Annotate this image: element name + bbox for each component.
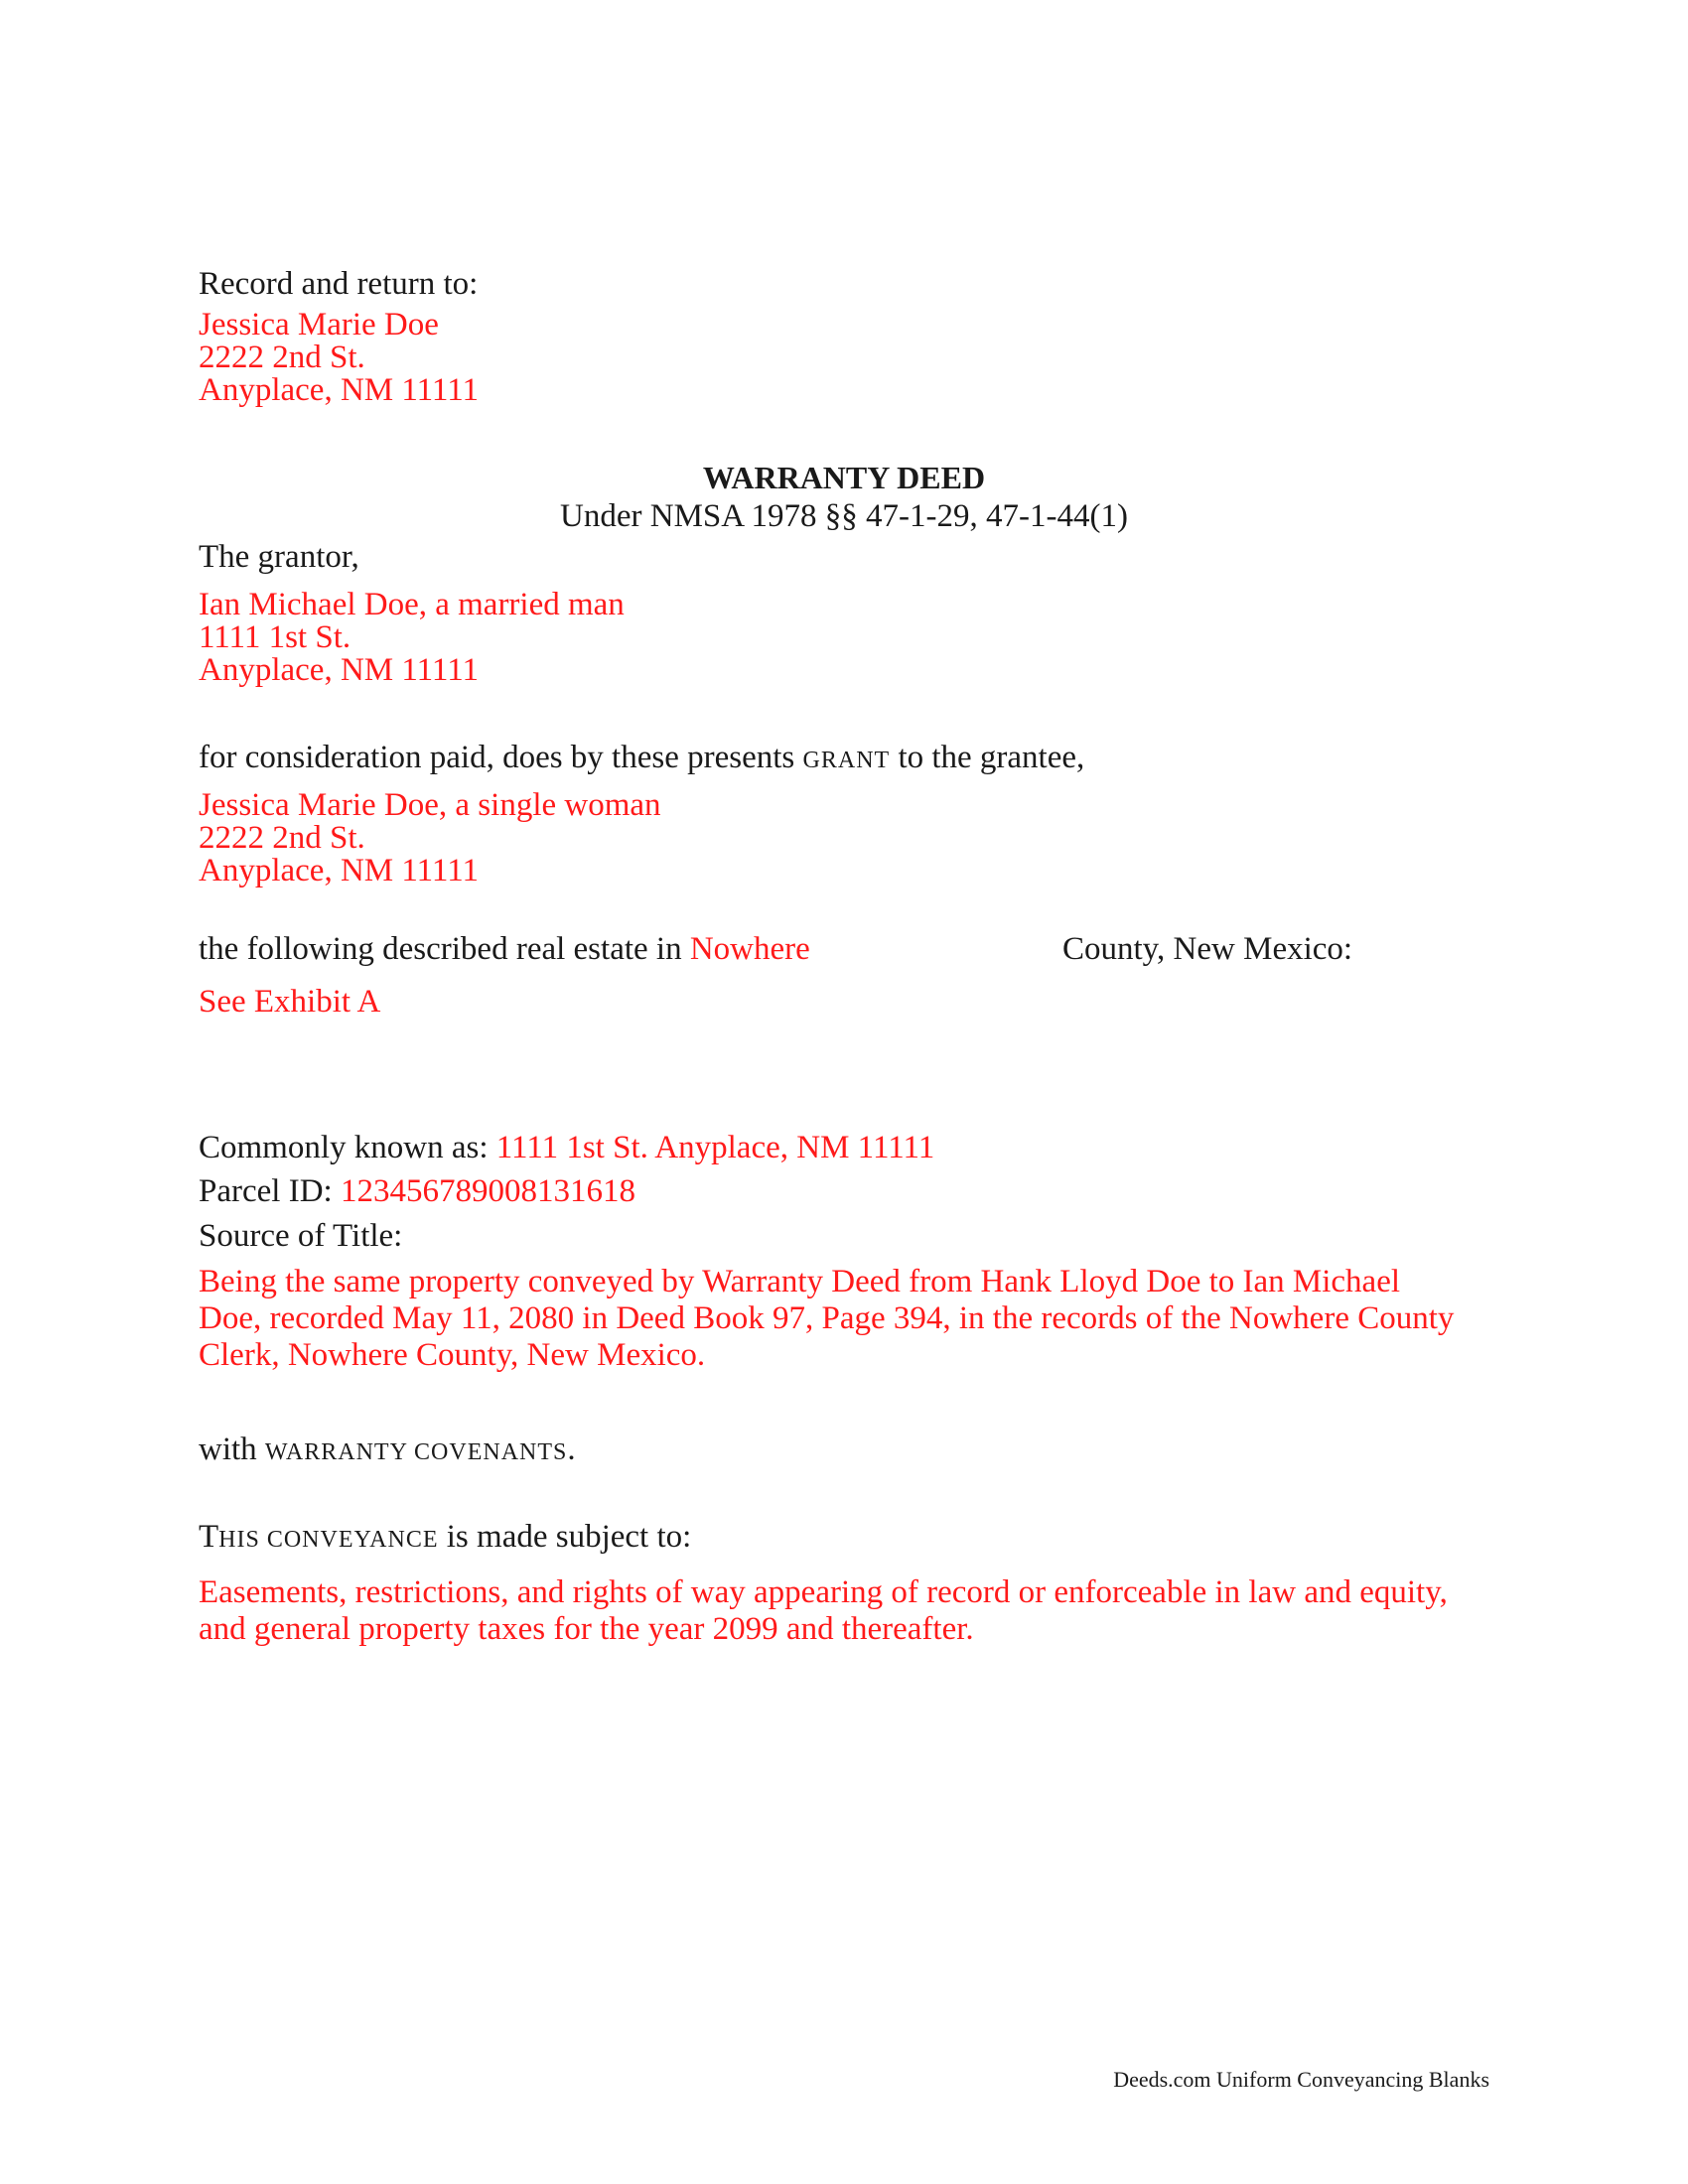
grantor-label: The grantor,: [199, 539, 359, 575]
parcel-id-value: 123456789008131618: [340, 1173, 635, 1209]
consideration-after: to the grantee,: [898, 740, 1085, 775]
subject-line-2: and general property taxes for the year 2099 and thereafter.: [199, 1611, 974, 1647]
source-line-3: Clerk, Nowhere County, New Mexico.: [199, 1337, 706, 1373]
consideration-clause: [199, 739, 1084, 779]
return-label: Record and return to:: [199, 266, 479, 302]
subject-this-sc: HIS CONVEYANCE: [218, 1527, 439, 1553]
commonly-known-value: 1111 1st St. Anyplace, NM 11111: [495, 1130, 935, 1165]
return-city: Anyplace, NM 11111: [199, 372, 479, 408]
covenants-text: WARRANTY COVENANTS: [264, 1439, 568, 1465]
county-suffix: County, New Mexico:: [1062, 931, 1353, 967]
commonly-known-line: [199, 1129, 934, 1166]
parcel-id-line: [199, 1172, 635, 1210]
deed-subtitle: Under NMSA 1978 §§ 47-1-29, 47-1-44(1): [560, 498, 1128, 534]
real-estate-prefix: the following described real estate in: [199, 931, 682, 967]
source-line-1: Being the same property conveyed by Warranty Deed from Hank Lloyd Doe to Ian Michael: [199, 1264, 1401, 1299]
grantee-name: Jessica Marie Doe, a single woman: [199, 787, 661, 823]
grant-word: GRANT: [802, 748, 891, 773]
covenants-end: .: [567, 1432, 576, 1467]
covenants-with: with: [199, 1432, 257, 1467]
consideration-before: for consideration paid, does by these presents: [199, 740, 795, 775]
commonly-known-label: Commonly known as:: [199, 1130, 489, 1165]
real-estate-prefix-line: [199, 930, 810, 968]
source-of-title-label: Source of Title:: [199, 1218, 403, 1254]
grantor-street: 1111 1st St.: [199, 619, 352, 655]
return-street: 2222 2nd St.: [199, 340, 365, 375]
covenants-line: [199, 1431, 576, 1471]
subject-rest: is made subject to:: [446, 1519, 692, 1555]
grantee-street: 2222 2nd St.: [199, 820, 365, 856]
grantee-city: Anyplace, NM 11111: [199, 853, 479, 888]
legal-description: See Exhibit A: [199, 984, 381, 1020]
grantor-city: Anyplace, NM 11111: [199, 652, 479, 688]
deed-title: WARRANTY DEED: [702, 460, 986, 495]
subject-this-cap: T: [199, 1519, 219, 1555]
source-line-2: Doe, recorded May 11, 2080 in Deed Book 97, Page 394, in the records of the Nowhere County: [199, 1300, 1455, 1336]
parcel-id-label: Parcel ID:: [199, 1173, 333, 1209]
return-name: Jessica Marie Doe: [199, 307, 439, 342]
subject-to-line: [199, 1518, 691, 1559]
footer-credit: Deeds.com Uniform Conveyancing Blanks: [1113, 2067, 1489, 2092]
county-name: Nowhere: [689, 931, 810, 967]
grantor-name: Ian Michael Doe, a married man: [199, 587, 625, 622]
subject-line-1: Easements, restrictions, and rights of way appearing of record or enforceable in law and equity,: [199, 1574, 1448, 1610]
